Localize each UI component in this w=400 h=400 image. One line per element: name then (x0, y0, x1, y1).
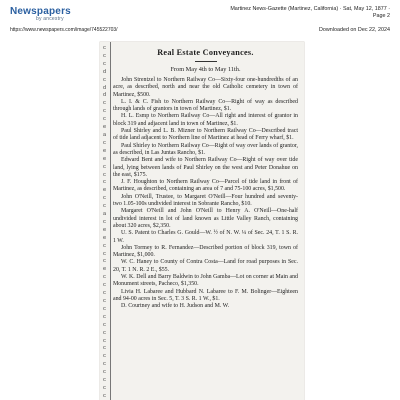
gutter-mark: c (102, 328, 107, 336)
gutter-mark: c (102, 217, 107, 225)
gutter-mark: e (102, 123, 107, 131)
gutter-mark: c (102, 138, 107, 146)
conveyance-entry: Edward Bent and wife to Northern Railway Co—Right of way over tide land, lying between lands of Paul Shirley on the west and Peter Donahue on the east, $175. (113, 157, 298, 178)
article-column (113, 42, 298, 400)
gutter-mark: c (102, 352, 107, 360)
conveyance-entry: John Strentzel to Northern Railway Co—Sixty-four one-hundredths of an acre, as described, north and near the old Catholic cemetery in town of Martinez, $500. (113, 77, 298, 98)
article-subtitle: From May 4th to May 11th. (170, 66, 241, 73)
gutter-mark: c (102, 383, 107, 391)
gutter-mark: a (102, 210, 107, 218)
gutter-mark: c (102, 51, 107, 59)
gutter-mark: e (102, 233, 107, 241)
gutter-mark: d (102, 91, 107, 99)
gutter-mark: c (102, 344, 107, 352)
conveyance-entry: L. I. & C. Fish to Northern Railway Co—Right of way as described through lands of grantors in town of Martinez, $1. (113, 98, 298, 113)
conveyance-entry: Paul Shirley and L. B. Mizner to Northern Railway Co—Described tract of tide land adjacent to Northern line of Martinez at head of Ferry wharf, $1. (113, 128, 298, 142)
gutter-mark: c (102, 99, 107, 107)
conveyance-entry: W. K. Dell and Barry Baldwin to John Gamba—Lot on corner at Main and Monument streets, Pacheco, $1,350. (113, 274, 298, 288)
source-citation: Martinez News-Gazette (Martinez, California) · Sat, May 12, 1877 · Page 2 (230, 6, 390, 19)
gutter-mark: c (102, 178, 107, 186)
gutter-mark: d (102, 83, 107, 91)
page-header (0, 0, 400, 38)
gutter-mark: c (102, 59, 107, 67)
gutter-mark: c (102, 304, 107, 312)
newspapers-logo (10, 6, 71, 22)
gutter-mark: c (102, 75, 107, 83)
gutter-mark: c (102, 297, 107, 304)
gutter-mark: c (102, 360, 107, 368)
gutter-mark: c (102, 170, 107, 178)
gutter-mark: e (102, 225, 107, 233)
gutter-mark: c (102, 115, 107, 123)
conveyance-entry: H. L. Esmp to Northern Railway Co—All right and interest of grantor in block 319 and adjacent land in town of Martinez, $1. (113, 113, 298, 127)
gutter-mark: c (102, 273, 107, 281)
adjacent-column-edge (100, 42, 109, 400)
gutter-mark: c (102, 336, 107, 344)
gutter-mark: c (102, 194, 107, 202)
conveyance-entry: John O'Neill, Trustee, to Margaret O'Neill—Four hundred and seventy-two 1.05-100s undivided interest in Sobrante Rancho, $10. (113, 193, 298, 208)
gutter-mark: c (102, 281, 107, 289)
gutter-mark: c (102, 312, 107, 320)
column-rule (110, 42, 111, 400)
gutter-mark: c (102, 202, 107, 210)
newspaper-clipping (100, 42, 304, 400)
gutter-mark: c (102, 320, 107, 328)
gutter-mark: c (102, 257, 107, 265)
download-date: Downloaded on Dec 22, 2024 (318, 27, 390, 33)
source-url: https://www.newspapers.com/image/745522703/ (10, 27, 118, 33)
gutter-mark: c (102, 241, 107, 249)
gutter-mark: c (102, 107, 107, 115)
conveyance-list (113, 77, 298, 311)
gutter-mark: c (102, 289, 107, 297)
conveyance-entry: W. C. Haney to County of Contra Costa—Land for road purposes in Sec. 20, T. 1 N. R. 2 E., $55. (113, 259, 298, 273)
gutter-mark: c (102, 162, 107, 170)
logo-subtext: by ancestry (36, 16, 64, 22)
gutter-mark: e (102, 154, 107, 162)
conveyance-entry: Margaret O'Neill and John O'Neill to Henry A. O'Neill—One-half undivided interest in lot of land known as Little Valley Ranch, containing about 320 acres, $2,350. (113, 208, 298, 229)
gutter-mark: c (102, 44, 107, 51)
article-title: Real Estate Conveyances. (157, 48, 254, 57)
logo-text: Newspapers (10, 6, 71, 17)
gutter-mark: e (102, 146, 107, 154)
gutter-mark: c (102, 376, 107, 384)
gutter-mark: d (102, 67, 107, 75)
gutter-mark: c (102, 391, 107, 399)
conveyance-entry: J. F. Houghton to Northern Railway Co—Parcel of tide land in front of Martinez, as described, containing an area of 7 and 75-100 acres, $1,500. (113, 179, 298, 193)
conveyance-entry: D. Courtney and wife to H. Judson and M. W. (121, 303, 230, 310)
gutter-mark: e (102, 186, 107, 194)
conveyance-entry: U. S. Patent to Charles G. Gould—W. ½ of N. W. ¼ of Sec. 24, T. 1 S. R. 1 W. (113, 230, 298, 244)
conveyance-entry: John Tormey to R. Fernandez—Described portion of block 319, town of Martinez, $1,000. (113, 244, 298, 259)
gutter-mark: e (102, 265, 107, 273)
conveyance-entry: Paul Shirley to Northern Railway Co—Right of way over lands of grantor, as described, in Las Juntas Rancho, $1. (113, 142, 298, 156)
gutter-mark: c (102, 249, 107, 257)
conveyance-entry: Livia H. Labaree and Hubbard N. Labaree to F. M. Bolinger—Eighteen and 94-00 acres in Sec. 5, T. 3 S. R. 1 W., $1. (113, 288, 298, 302)
gutter-mark: c (102, 368, 107, 376)
title-divider (195, 61, 217, 62)
gutter-mark: a (102, 130, 107, 138)
